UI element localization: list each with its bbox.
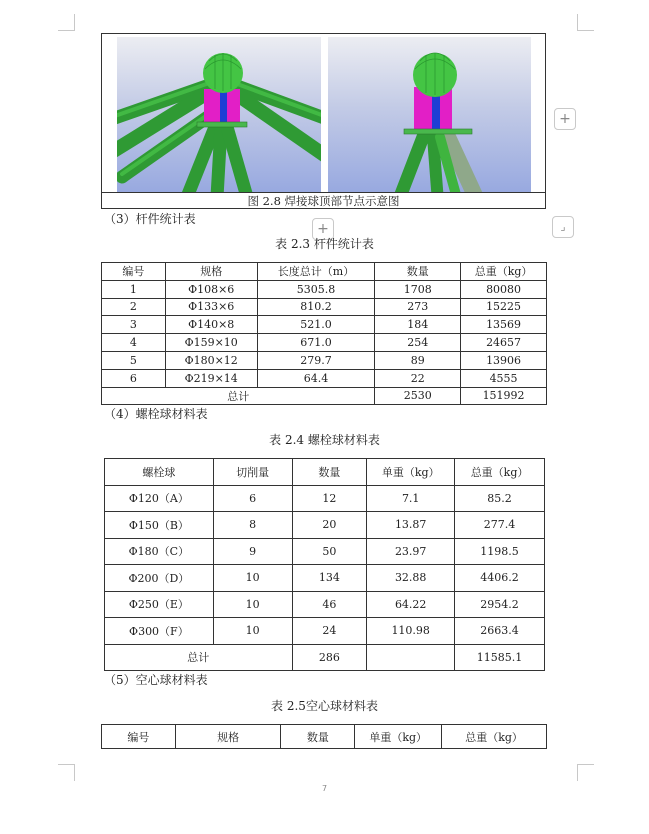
table-cell: 12 <box>292 485 367 512</box>
table-row <box>105 591 545 618</box>
table-cell: 89 <box>375 351 461 369</box>
header-cell: 规格 <box>175 725 281 749</box>
section-heading: （4）螺栓球材料表 <box>104 407 208 421</box>
table-header-row <box>102 725 547 749</box>
table-cell: Φ300（F） <box>105 618 214 645</box>
table-row <box>105 565 545 592</box>
header-cell: 总重（kg） <box>461 263 547 281</box>
table-cell: 13569 <box>461 316 547 334</box>
table-cell: 20 <box>292 512 367 539</box>
table-cell: 24 <box>292 618 367 645</box>
header-cell: 规格 <box>165 263 257 281</box>
table-cell: 184 <box>375 316 461 334</box>
table-cell: 10 <box>213 565 292 592</box>
table-cell: Φ140×8 <box>165 316 257 334</box>
table-cell: Φ150（B） <box>105 512 214 539</box>
bolt-ball-table <box>104 458 545 671</box>
table-cell: 6 <box>213 485 292 512</box>
table-cell: 10 <box>213 618 292 645</box>
table-cell: 277.4 <box>455 512 545 539</box>
header-cell: 总重（kg） <box>455 459 545 486</box>
table-cell: 13906 <box>461 351 547 369</box>
table-cell: 46 <box>292 591 367 618</box>
table-cell: 80080 <box>461 280 547 298</box>
header-cell: 总重（kg） <box>442 725 547 749</box>
figure-caption: 图 2.8 焊接球顶部节点示意图 <box>102 192 545 209</box>
table-caption: 表 2.4 螺栓球材料表 <box>269 433 380 447</box>
table-row <box>105 538 545 565</box>
resize-handle-icon[interactable]: ⌟ <box>552 216 574 238</box>
table-cell: 9 <box>213 538 292 565</box>
table-cell: 4555 <box>461 369 547 387</box>
table-cell: 279.7 <box>257 351 375 369</box>
table-row <box>102 334 547 352</box>
table-cell: 5305.8 <box>257 280 375 298</box>
table-row <box>102 369 547 387</box>
page-number: 7 <box>321 784 328 793</box>
add-icon[interactable]: + <box>554 108 576 130</box>
table-cell: Φ120（A） <box>105 485 214 512</box>
table-cell: 64.4 <box>257 369 375 387</box>
header-cell: 编号 <box>102 263 166 281</box>
table-row <box>102 298 547 316</box>
table-cell: 13.87 <box>367 512 455 539</box>
table-cell: 1198.5 <box>455 538 545 565</box>
table-cell: 64.22 <box>367 591 455 618</box>
table-cell: 254 <box>375 334 461 352</box>
table-row <box>102 351 547 369</box>
table-cell: 4406.2 <box>455 565 545 592</box>
table-cell: 6 <box>102 369 166 387</box>
table-cell: 7.1 <box>367 485 455 512</box>
table-header-row <box>105 459 545 486</box>
table-row <box>102 316 547 334</box>
total-count: 286 <box>292 644 367 671</box>
table-row <box>102 280 547 298</box>
table-cell: 2663.4 <box>455 618 545 645</box>
total-weight: 11585.1 <box>455 644 545 671</box>
table-caption: 表 2.3 杆件统计表 <box>275 237 374 251</box>
table-cell: 85.2 <box>455 485 545 512</box>
table-cell: 521.0 <box>257 316 375 334</box>
section-heading: （3）杆件统计表 <box>104 212 196 226</box>
header-cell: 切削量 <box>213 459 292 486</box>
table-total-row <box>105 644 545 671</box>
table-cell: 5 <box>102 351 166 369</box>
table-header-row <box>102 263 547 281</box>
page-corner-mark <box>577 14 594 31</box>
table-cell: 671.0 <box>257 334 375 352</box>
total-unit-weight <box>367 644 455 671</box>
table-cell: Φ159×10 <box>165 334 257 352</box>
figure-frame <box>101 33 546 209</box>
total-weight: 151992 <box>461 387 547 405</box>
page-corner-mark <box>58 764 75 781</box>
total-label: 总计 <box>105 644 293 671</box>
table-cell: 110.98 <box>367 618 455 645</box>
table-total-row <box>102 387 547 405</box>
table-cell: 3 <box>102 316 166 334</box>
table-cell: 2954.2 <box>455 591 545 618</box>
table-cell: 810.2 <box>257 298 375 316</box>
table-cell: Φ200（D） <box>105 565 214 592</box>
header-cell: 数量 <box>375 263 461 281</box>
table-cell: Φ219×14 <box>165 369 257 387</box>
table-cell: 10 <box>213 591 292 618</box>
table-cell: Φ180×12 <box>165 351 257 369</box>
table-cell: 50 <box>292 538 367 565</box>
table-cell: 4 <box>102 334 166 352</box>
header-cell: 数量 <box>281 725 355 749</box>
table-cell: 8 <box>213 512 292 539</box>
member-stats-table <box>101 262 547 405</box>
table-cell: 15225 <box>461 298 547 316</box>
header-cell: 数量 <box>292 459 367 486</box>
section-heading: （5）空心球材料表 <box>104 673 208 687</box>
hollow-ball-table <box>101 724 547 749</box>
table-cell: Φ108×6 <box>165 280 257 298</box>
total-count: 2530 <box>375 387 461 405</box>
table-cell: 2 <box>102 298 166 316</box>
figure-panel-left <box>117 37 321 192</box>
header-cell: 长度总计（m） <box>257 263 375 281</box>
table-cell: 273 <box>375 298 461 316</box>
table-cell: Φ250（E） <box>105 591 214 618</box>
total-label: 总计 <box>102 387 375 405</box>
header-cell: 单重（kg） <box>355 725 442 749</box>
table-caption: 表 2.5空心球材料表 <box>271 699 378 713</box>
table-cell: 1 <box>102 280 166 298</box>
header-cell: 单重（kg） <box>367 459 455 486</box>
table-row <box>105 618 545 645</box>
table-cell: 1708 <box>375 280 461 298</box>
table-row <box>105 485 545 512</box>
table-cell: 32.88 <box>367 565 455 592</box>
table-cell: Φ180（C） <box>105 538 214 565</box>
table-cell: Φ133×6 <box>165 298 257 316</box>
figure-panel-right <box>328 37 531 192</box>
table-cell: 23.97 <box>367 538 455 565</box>
page-corner-mark <box>577 764 594 781</box>
table-cell: 134 <box>292 565 367 592</box>
header-cell: 螺栓球 <box>105 459 214 486</box>
header-cell: 编号 <box>102 725 176 749</box>
table-cell: 24657 <box>461 334 547 352</box>
page-corner-mark <box>58 14 75 31</box>
table-row <box>105 512 545 539</box>
table-cell: 22 <box>375 369 461 387</box>
add-icon[interactable]: + <box>312 218 334 240</box>
